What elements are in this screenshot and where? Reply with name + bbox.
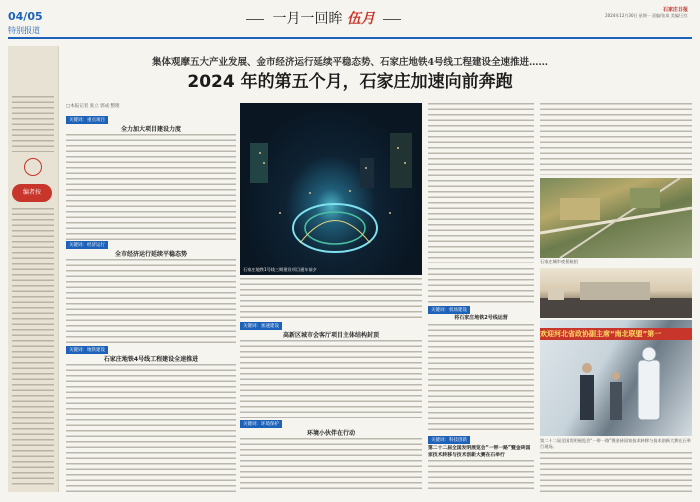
article-body: [240, 438, 422, 492]
section-title: 高新区城市会客厅项目主体结构封顶: [282, 332, 379, 339]
aerial-photo-caption: 石家庄城市夜景航拍: [540, 259, 578, 264]
section-title: 石家庄地铁4号线工程建设全速推进: [103, 356, 199, 363]
article-body: [66, 364, 236, 492]
main-photo-caption: 石家庄地铁1号线三期建设项目通车前夕: [243, 267, 317, 272]
article-body: [428, 103, 534, 263]
section-title: 全力加大项目建设力度: [120, 126, 181, 133]
byline: □本报记者 张立 郭成 整理: [66, 104, 120, 109]
kicker-headline: 集体观摩五大产业发展、金市经济运行延续平稳态势、石家庄地铁4号线工程建设全速推进……: [151, 57, 549, 68]
article-body: [240, 278, 422, 320]
section-tag: 关键词：环境保护: [240, 420, 282, 428]
main-headline: 2024 年的第五个月，石家庄加速向前奔跑: [187, 72, 513, 92]
article-body: [540, 452, 692, 492]
section-title: 全市经济运行延续平稳态势: [114, 251, 187, 258]
section-tag: 关键词：机场建设: [428, 306, 470, 314]
article-body: [66, 134, 236, 240]
section-tag: 关键词：地铁建设: [66, 346, 108, 354]
aerial-photo: [540, 178, 692, 258]
article-body: [428, 324, 534, 434]
banner-rule-right: [383, 19, 401, 20]
section-tag: 关键词：加速建设: [240, 322, 282, 330]
circle-icon: [24, 158, 42, 176]
slogan-banner: 欢迎河北省政协副主席“南北联盟”第一: [540, 328, 692, 340]
editor-note-badge: 编者按: [12, 184, 52, 202]
banner-month: 伍月: [346, 11, 375, 27]
section-title: 第二十二届全国发明展览会“一带一路”暨金砖国家技术转移与技术创新大赛在石举行: [428, 446, 531, 458]
column-banner: [242, 8, 405, 28]
article-body: [540, 103, 692, 175]
page-header: [0, 0, 700, 40]
main-photo: [240, 103, 422, 275]
article-body: [240, 340, 422, 418]
article-body: [428, 460, 534, 492]
header-rule: [8, 37, 692, 39]
metro-photo: [540, 268, 692, 318]
page-number: 04/05: [8, 10, 43, 23]
masthead-title: 石家庄日报: [662, 7, 688, 13]
metro-scene: [540, 268, 692, 318]
section-tag: 关键词：重点项目: [66, 116, 108, 124]
editor-note-text: [12, 208, 54, 488]
section-label: 特别报道: [8, 26, 40, 35]
article-body: [428, 268, 534, 304]
exhibition-photo: [540, 320, 692, 436]
banner-rule-left: [246, 19, 264, 20]
night-city-scene: [240, 103, 422, 275]
banner-prefix: 一月一回眸: [272, 11, 343, 27]
masthead-meta: 2024年12月30日 星期一 责编/张岚 美编/王红: [605, 13, 688, 18]
editor-note-intro: [12, 96, 54, 152]
section-title: 环境小伙伴在行动: [306, 430, 355, 437]
editor-note-sidebar: [8, 46, 59, 492]
section-tag: 关键词：科技创新: [428, 436, 470, 444]
aerial-scene: [540, 178, 692, 258]
masthead: [488, 8, 688, 18]
section-title: 将石家庄地铁2号线运营: [454, 315, 508, 321]
exhibition-photo-caption: 第二十二届全国发明展览会“一带一路”暨金砖国家技术转移与技术创新大赛在石举行现场。: [540, 438, 691, 449]
article-body: [66, 259, 236, 345]
section-tag: 关键词：经济运行: [66, 241, 108, 249]
